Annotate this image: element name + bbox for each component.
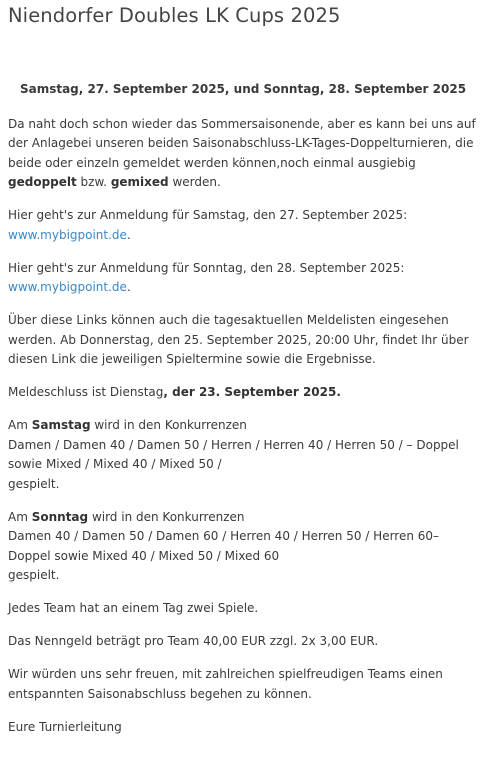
saturday-suffix: wird in den Konkurrenzen (90, 418, 247, 432)
closing-paragraph: Wir würden uns sehr freuen, mit zahlreichen spielfreudigen Teams einen entspannten Saisonabschluss begehen zu können. (8, 667, 443, 701)
page-title: Niendorfer Doubles LK Cups 2025 (8, 4, 341, 27)
saturday-day: Samstag (31, 418, 91, 432)
registration-saturday-link[interactable]: www.mybigpoint.de (8, 227, 127, 242)
saturday-line-2: sowie Mixed / Mixed 40 / Mixed 50 / (8, 457, 222, 471)
event-dates: Samstag, 27. September 2025, und Sonntag, 28. September 2025 (19, 82, 467, 96)
lists-info-paragraph: Über diese Links können auch die tagesaktuellen Meldelisten eingesehen werden. Ab Donnerstag, den 25. September 2025, 20:00 Uhr, findet Ihr über diesen Link die jeweiligen Spieltermine sowie die Ergebnisse. (8, 313, 469, 366)
games-info-paragraph: Jedes Team hat an einem Tag zwei Spiele. (8, 601, 259, 615)
sunday-line-1: Damen 40 / Damen 50 / Damen 60 / Herren 40 / Herren 50 / Herren 60– (8, 529, 440, 543)
registration-sunday-link[interactable]: www.mybigpoint.de (8, 280, 127, 294)
saturday-line-3: gespielt. (8, 476, 60, 491)
registration-sunday-period: . (126, 280, 131, 294)
saturday-line-1: Damen / Damen 40 / Damen 50 / Herren / Herren 40 / Herren 50 / – Doppel (8, 437, 459, 452)
sunday-prefix: Am (8, 509, 32, 524)
fee-info-paragraph: Das Nenngeld beträgt pro Team 40,00 EUR zzgl. 2x 3,00 EUR. (8, 634, 379, 648)
intro-text-1: Da naht doch schon wieder das Sommersaisonende, aber es kann bei uns auf der Anlagebei unseren beiden Saisonabschluss-LK-Tages-Doppelturnieren, die beide oder einzeln gemeldet werden können,noch einmal ausgiebig (8, 116, 476, 170)
intro-paragraph (8, 115, 478, 193)
registration-saturday-text: Hier geht's zur Anmeldung für Samstag, den 27. September 2025: (8, 208, 408, 222)
deadline-text: Meldeschluss ist Dienstag (8, 385, 164, 399)
registration-sunday (8, 259, 478, 298)
deadline-date: , der 23. September 2025. (163, 385, 341, 399)
saturday-competitions (8, 416, 478, 494)
intro-bold-doubles: gedoppelt (8, 175, 77, 189)
intro-text-3: werden. (168, 175, 221, 189)
sunday-line-2: Doppel sowie Mixed 40 / Mixed 50 / Mixed 60 (8, 548, 280, 563)
registration-saturday-period: . (126, 227, 131, 242)
registration-saturday (8, 206, 478, 245)
sunday-competitions (8, 508, 478, 586)
intro-text-2: bzw. (76, 175, 111, 189)
signature: Eure Turnierleitung (8, 719, 122, 734)
intro-bold-mixed: gemixed (110, 175, 169, 189)
sunday-line-3: gespielt. (8, 568, 60, 582)
deadline-paragraph (8, 383, 478, 403)
sunday-day: Sonntag (31, 509, 89, 524)
registration-sunday-text: Hier geht's zur Anmeldung für Sonntag, den 28. September 2025: (8, 260, 405, 275)
article-body (8, 80, 478, 751)
saturday-prefix: Am (8, 418, 32, 432)
sunday-suffix: wird in den Konkurrenzen (88, 509, 245, 524)
